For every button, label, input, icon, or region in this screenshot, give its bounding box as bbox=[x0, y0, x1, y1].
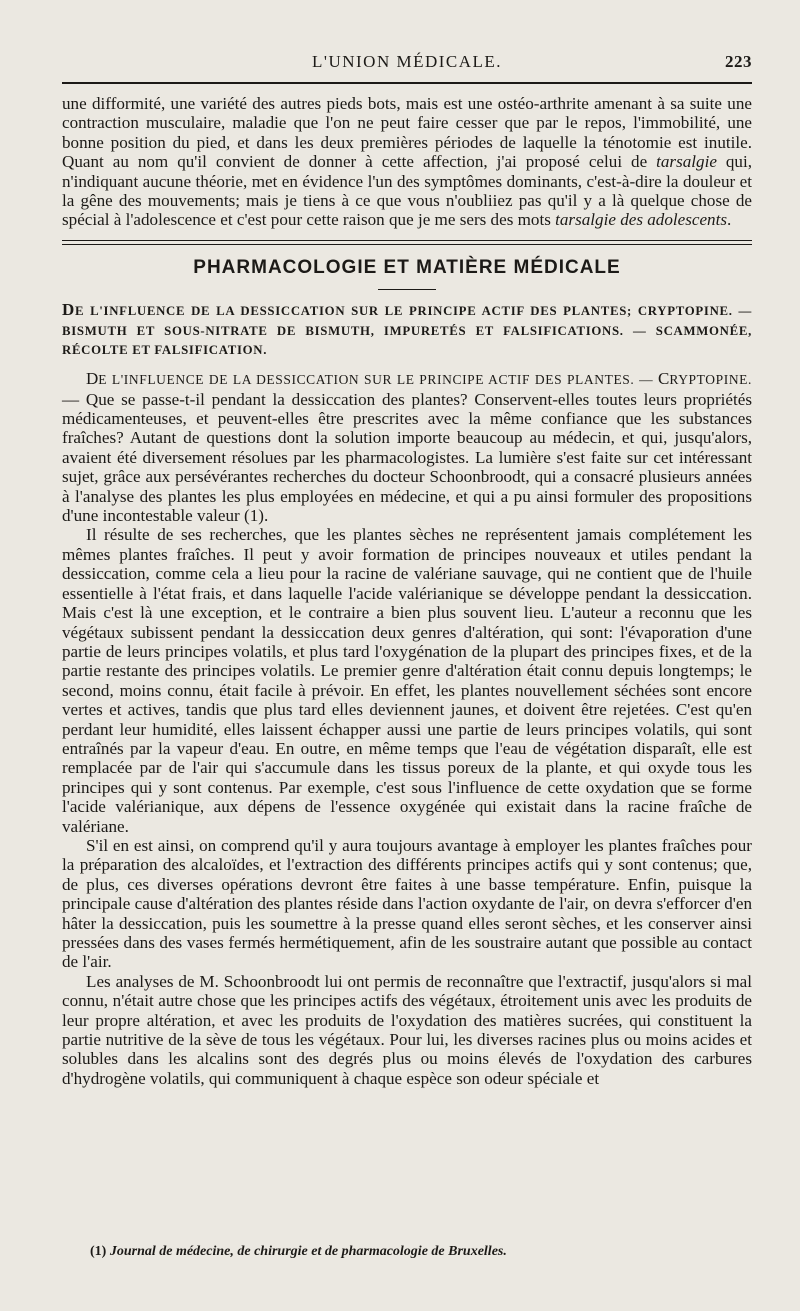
intro-text-3: . bbox=[727, 210, 732, 230]
footnote-text: Journal de médecine, de chirurgie et de pharmacologie de Bruxelles. bbox=[109, 1244, 507, 1259]
section-contents bbox=[62, 300, 752, 361]
term-tarsalgie: tarsalgie bbox=[656, 152, 717, 172]
lead-initial: D bbox=[86, 369, 99, 389]
intro-text-1: une difformité, une variété des autres pieds bots, mais est une ostéo-arthrite amenant à sa suite une contraction musculaire, maladie que l'on ne peut faire cesser que par le repos, l'immobilité, une bonne position du pied, et dans les deux premières périodes de laquelle la ténotomie est inutile. Quant au nom qu'il convient de donner à cette affection, j'ai proposé celui de bbox=[62, 94, 752, 172]
page-number: 223 bbox=[725, 52, 752, 71]
paragraph-4: Les analyses de M. Schoonbroodt lui ont permis de reconnaître que l'extractif, jusqu'alors si mal connu, n'était autre chose que les principes actifs des végétaux, étroitement unis avec les produits de leur propre altération, et avec les produits de l'oxydation des matières sucrées, qui constituent la partie nutritive de la sève de tous les végétaux. Pour lui, les diverses racines plus ou moins acides et solubles dans les alcalins sont des degrés plus ou moins élevés de l'oxydation des carbures d'hydrogène volatils, qui communiquent à chaque espèce son odeur spéciale et bbox=[62, 971, 752, 1088]
lead-heading: E L'INFLUENCE DE LA DESSICCATION SUR LE PRINCIPE ACTIF DES PLANTES. — bbox=[98, 372, 658, 388]
intro-text-2: qui, n'indiquant aucune théorie, met en évidence l'un des symptômes dominants, c'est-à-dire la douleur et la gêne des mouvements; mais je tiens à ce que vous n'oubliiez pas qu'il y a là quelque chose de spécial à l'adolescence et c'est pour cette raison que je me sers des mots bbox=[62, 152, 753, 230]
paragraph-1 bbox=[62, 369, 752, 525]
contents-text: E L'INFLUENCE DE LA DESSICCATION SUR LE PRINCIPE ACTIF DES PLANTES; CRYPTOPINE. — BISMUTH ET SOUS-NITRATE DE BISMUTH, IMPURETÉS ET FALSIFICATIONS. — SCAMMONÉE, RÉCOLTE ET FALSIFICATION. bbox=[62, 303, 752, 358]
running-head bbox=[62, 52, 752, 78]
footnote bbox=[90, 1244, 752, 1260]
footnote-number: (1) bbox=[90, 1244, 107, 1259]
paragraph-3: S'il en est ainsi, on comprend qu'il y aura toujours avantage à employer les plantes fraîches pour la préparation des alcaloïdes, et l'extraction des différents principes actifs qui y sont contenus; que, de plus, ces diverses opérations devront être faites à une basse température. Enfin, puisque la principale cause d'altération des plantes réside dans l'action oxydante de l'air, on devra s'efforcer d'en hâter la dessiccation, puis les soumettre à la presse quand elles seront sèches, et les conserver ainsi pressées dans des vases fermés hermétiquement, afin de les soustraire autant que possible au contact de l'air. bbox=[62, 835, 752, 972]
section-title: PHARMACOLOGIE ET MATIÈRE MÉDICALE bbox=[193, 256, 621, 278]
intro-paragraph bbox=[62, 94, 752, 230]
paragraph-2: Il résulte de ses recherches, que les plantes sèches ne représentent jamais complétement les mêmes plantes fraîches. Il peut y avoir formation de principes nouveaux et utiles pendant la dessiccation, comme cela a lieu pour la racine de valériane sauvage, qui ne contient que de l'huile essentielle à l'état frais, et dans laquelle l'acide valérianique se développe pendant la dessiccation. Mais c'est là une exception, et le contraire a bien plus souvent lieu. L'auteur a reconnu que les végétaux subissent pendant la dessiccation deux genres d'altération, qui sont: l'évaporation d'une partie de leurs principes volatils, et plus tard l'oxygénation de la plupart des principes fixes, et de la partie restante des principes volatils. Le premier genre d'altération était connu depuis longtemps; le second, moins connu, était facile à prévoir. En effet, les plantes nouvellement séchées sont encore vertes et actives, tandis que plus tard elles deviennent jaunes, et doivent être rejetées. C'est qu'en perdant leur humidité, elles laissent échapper aussi une partie de leurs principes volatils, qui sont entraînés par la vapeur d'eau. En outre, en même temps que l'eau de végétation disparaît, elle est remplacée par de l'air qui s'accumule dans les tissus poreux de la plante, et qui oxyde tous les principes qui y sont contenus. Par exemple, c'est sous l'influence de cette oxydation que se forme l'acide valérianique, aux dépens de l'essence oxygénée qui existait dans la racine fraîche de valériane. bbox=[62, 525, 752, 836]
title-rule bbox=[378, 289, 436, 290]
contents-initial: D bbox=[62, 299, 75, 319]
section-divider bbox=[62, 240, 752, 245]
term-tarsalgie-adolescents: tarsalgie des adolescents bbox=[555, 210, 728, 230]
header-rule bbox=[62, 82, 752, 84]
lead-c: C bbox=[658, 369, 670, 389]
paragraph-1-text: — Que se passe-t-il pendant la dessiccation des plantes? Conservent-elles toutes leurs propriétés médicamenteuses, et peuvent-elles être prescrites avec la même confiance que les substances fraîches? Autant de questions dont la solution importe beaucoup au médecin, et qui, jusqu'alors, avaient été diversement résolues par les pharmacologistes. La lumière s'est faite sur cet intéressant sujet, grâce aux persévérantes recherches du docteur Schoonbroodt, qui a consacré plusieurs années à l'analyse des plantes les plus employées en médecine, et qui a pu ainsi formuler des propositions d'une incontestable valeur (1). bbox=[62, 389, 752, 526]
journal-title: L'UNION MÉDICALE. bbox=[312, 52, 503, 71]
lead-cryptopine: RYPTOPINE. bbox=[669, 372, 752, 388]
